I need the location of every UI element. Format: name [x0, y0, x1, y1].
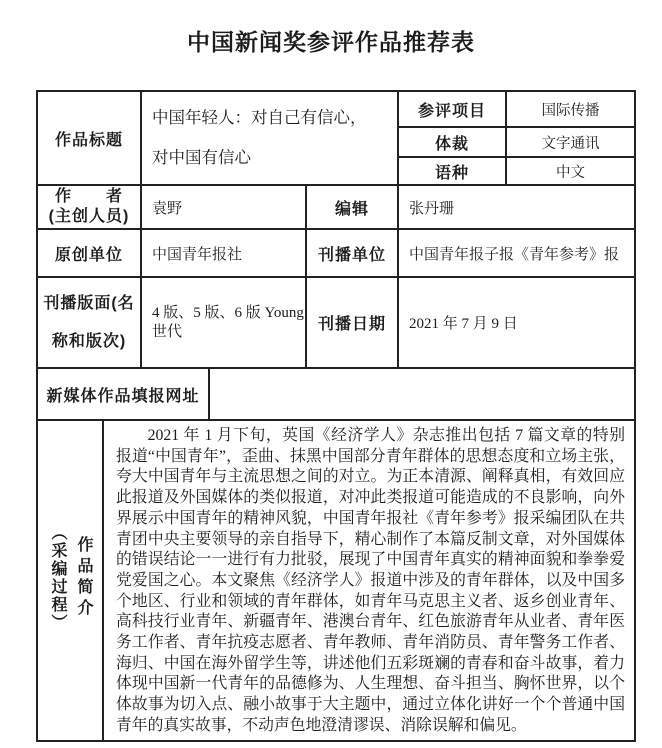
- publish-date-value: 2021 年 7 月 9 日: [398, 277, 635, 368]
- intro-label-left-column: （采编过程）: [49, 523, 66, 632]
- publish-layout-label: 刊播版面(名称和版次): [37, 277, 141, 368]
- original-unit-label: 原创单位: [37, 229, 141, 277]
- new-media-label: 新媒体作品填报网址: [37, 368, 209, 420]
- publish-unit-value: 中国青年报子报《青年参考》报: [398, 229, 635, 277]
- language-label: 语种: [398, 157, 506, 185]
- publish-layout-value: [141, 277, 306, 368]
- editor-value: 张丹珊: [398, 185, 635, 229]
- row-intro: [37, 420, 635, 741]
- work-title-line2: 对中国有信心: [152, 148, 252, 167]
- publish-layout-line1: 4 版、5 版、6 版 Young: [152, 304, 304, 321]
- intro-text-cell: [103, 420, 635, 741]
- row-layout-date: [37, 277, 635, 368]
- new-media-value: [209, 368, 635, 420]
- intro-vertical-label: [44, 512, 96, 644]
- publish-layout-line2: 世代: [152, 323, 183, 340]
- original-unit-value: 中国青年报社: [141, 229, 306, 277]
- page-title: 中国新闻奖参评作品推荐表: [187, 30, 475, 55]
- intro-paragraph: 2021 年 1 月下旬，英国《经济学人》杂志推出包括 7 篇文章的特别报道“中国青年”，歪曲、抹黑中国部分青年群体的思想态度和立场主张，夸大中国青年与主流思想之间的对立。为正本清源、阐释真相，有效回应此报道及外国媒体的类似报道，对冲此类报道可能造成的不良影响，向外界展示中国青年的精神风貌，中国青年报社《青年参考》报采编团队在共青团中央主要领导的亲自指导下，精心制作了本篇反制文章，对外国媒体的错误结论一一进行有力批驳，展现了中国青年真实的精神面貌和拳拳爱党爱国之心。本文聚焦《经济学人》报道中涉及的青年群体，以及中国多个地区、行业和领域的青年群体，如青年马克思主义者、返乡创业青年、高科技行业青年、新疆青年、港澳台青年、红色旅游青年从业者、青年医务工作者、青年抗疫志愿者、青年教师、青年消防员、青年警务工作者、海归、中国在海外留学生等，讲述他们五彩斑斓的青春和奋斗故事，着力体现中国新一代青年的品德修为、人生理想、奋斗担当、胸怀世界，以个体故事为切入点、融小故事于大主题中，通过立体化讲好一个个普通中国青年的真实故事，不动声色地澄清谬误、消除误解和偏见。: [116, 427, 626, 734]
- author-value: 袁野: [141, 185, 306, 229]
- row-new-media: [37, 368, 635, 420]
- work-title-line1: 中国年轻人：对自己有信心，: [152, 108, 367, 127]
- language-value: 中文: [506, 157, 635, 185]
- row-work-title: [37, 91, 635, 127]
- row-author: [37, 185, 635, 229]
- editor-label: 编辑: [306, 185, 398, 229]
- work-title-value-cell: [141, 91, 398, 185]
- recommendation-table: [36, 90, 636, 742]
- author-label-line1: 作 者: [55, 188, 124, 205]
- entry-item-value: 国际传播: [506, 91, 635, 127]
- intro-label-right-column: 作品简介: [75, 535, 92, 620]
- publish-unit-label: 刊播单位: [306, 229, 398, 277]
- publish-date-label: 刊播日期: [306, 277, 398, 368]
- entry-item-label: 参评项目: [398, 91, 506, 127]
- genre-value: 文字通讯: [506, 127, 635, 157]
- work-title-label: 作品标题: [37, 91, 141, 185]
- genre-label: 体裁: [398, 127, 506, 157]
- author-label: [37, 185, 141, 229]
- author-label-line2: (主创人员): [48, 208, 130, 225]
- row-units: [37, 229, 635, 277]
- intro-label-cell: [37, 420, 103, 741]
